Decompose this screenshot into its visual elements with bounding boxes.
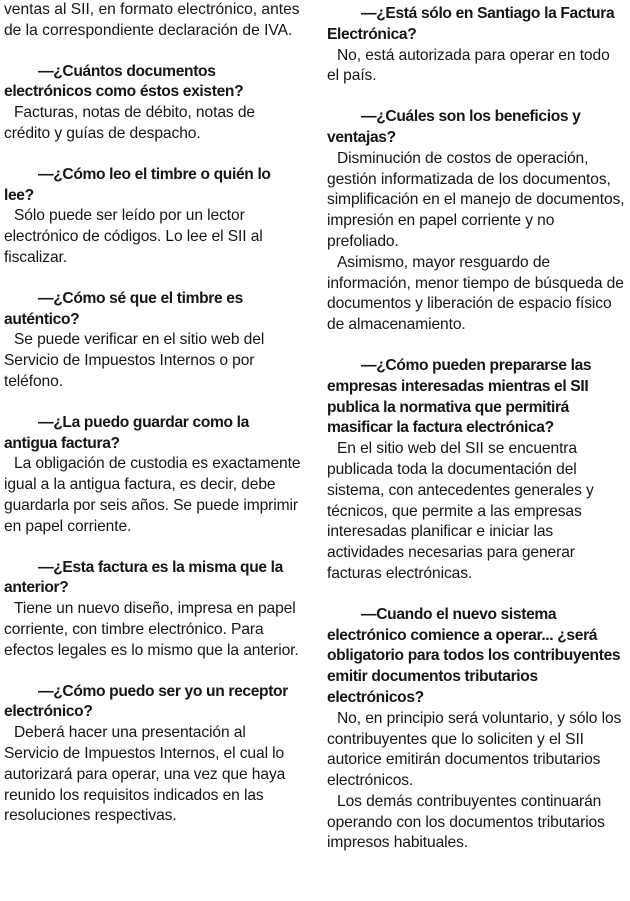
question-heading: —¿Esta factura es la misma que la anterior? — [4, 558, 283, 597]
intro-paragraph: ventas al SII, en formato electrónico, antes de la correspondiente declaración de IVA. — [4, 1, 300, 39]
answer-paragraph: Los demás contribuyentes continuarán operando con los documentos tributarios impresos habituales. — [327, 792, 605, 852]
question-heading: —¿Cómo leo el timbre o quién lo lee? — [4, 165, 271, 204]
question-heading: —¿Está sólo en Santiago la Factura Electrónica? — [327, 5, 615, 43]
answer-paragraph: Se puede verificar en el sitio web del Servicio de Impuestos Internos o por teléfono. — [4, 331, 265, 390]
question-heading: —¿La puedo guardar como la antigua factura? — [4, 413, 249, 452]
answer-paragraph: En el sitio web del SII se encuentra publicada toda la documentación del sistema, con antecedentes generales y técnicos, que permite a las empresas interesadas planificar e iniciar las actividades necesarias para generar facturas electrónicas. — [327, 440, 594, 582]
question-heading: —¿Cuáles son los beneficios y ventajas? — [327, 108, 581, 146]
question-heading: —¿Cómo sé que el timbre es auténtico? — [4, 289, 243, 328]
answer-paragraph: Asimismo, mayor resguardo de información, menor tiempo de búsqueda de documentos y liberación de espacio físico de almacenamiento. — [327, 253, 624, 334]
answer-paragraph: Facturas, notas de débito, notas de crédito y guías de despacho. — [4, 104, 255, 142]
answer-paragraph: No, en principio será voluntario, y sólo los contribuyentes que lo soliciten y el SII autorice emitirán documentos tributarios electrónicos. — [327, 709, 622, 790]
left-column — [4, 0, 304, 827]
answer-paragraph: Disminución de costos de operación, gestión informatizada de los documentos, simplificación en el manejo de documentos, impresión en papel corriente y no prefoliado. — [327, 149, 625, 250]
question-heading: —¿Cómo puedo ser yo un receptor electrónico? — [4, 682, 288, 721]
qa-item — [4, 62, 304, 145]
qa-item — [4, 413, 304, 538]
qa-item — [4, 165, 304, 269]
qa-item — [327, 4, 625, 87]
answer-paragraph: La obligación de custodia es exactamente igual a la antigua factura, es decir, debe guardarla por seis años. Se puede imprimir en papel corriente. — [4, 455, 301, 535]
question-heading: —Cuando el nuevo sistema electrónico comience a operar... ¿será obligatorio para todos los contribuyentes emitir documentos tributarios electrónicos? — [327, 605, 621, 706]
answer-paragraph: Sólo puede ser leído por un lector electrónico de códigos. Lo lee el SII al fiscalizar. — [4, 207, 263, 266]
qa-item — [4, 558, 304, 662]
right-column — [327, 0, 625, 854]
question-heading: —¿Cuántos documentos electrónicos como éstos existen? — [4, 62, 244, 101]
answer-paragraph: Tiene un nuevo diseño, impresa en papel corriente, con timbre electrónico. Para efectos legales es lo mismo que la anterior. — [4, 600, 299, 659]
qa-item — [4, 289, 304, 393]
qa-item — [327, 356, 625, 585]
answer-paragraph: No, está autorizada para operar en todo el país. — [327, 46, 610, 85]
answer-paragraph: Deberá hacer una presentación al Servicio de Impuestos Internos, el cual lo autorizará para operar, una vez que haya reunido los requisitos indicados en las resoluciones respectivas. — [4, 724, 286, 825]
qa-item — [327, 605, 625, 855]
qa-item — [327, 107, 625, 336]
qa-item — [4, 682, 304, 828]
question-heading: —¿Cómo pueden prepararse las empresas interesadas mientras el SII publica la normativa que permitirá masificar la factura electrónica? — [327, 356, 592, 437]
